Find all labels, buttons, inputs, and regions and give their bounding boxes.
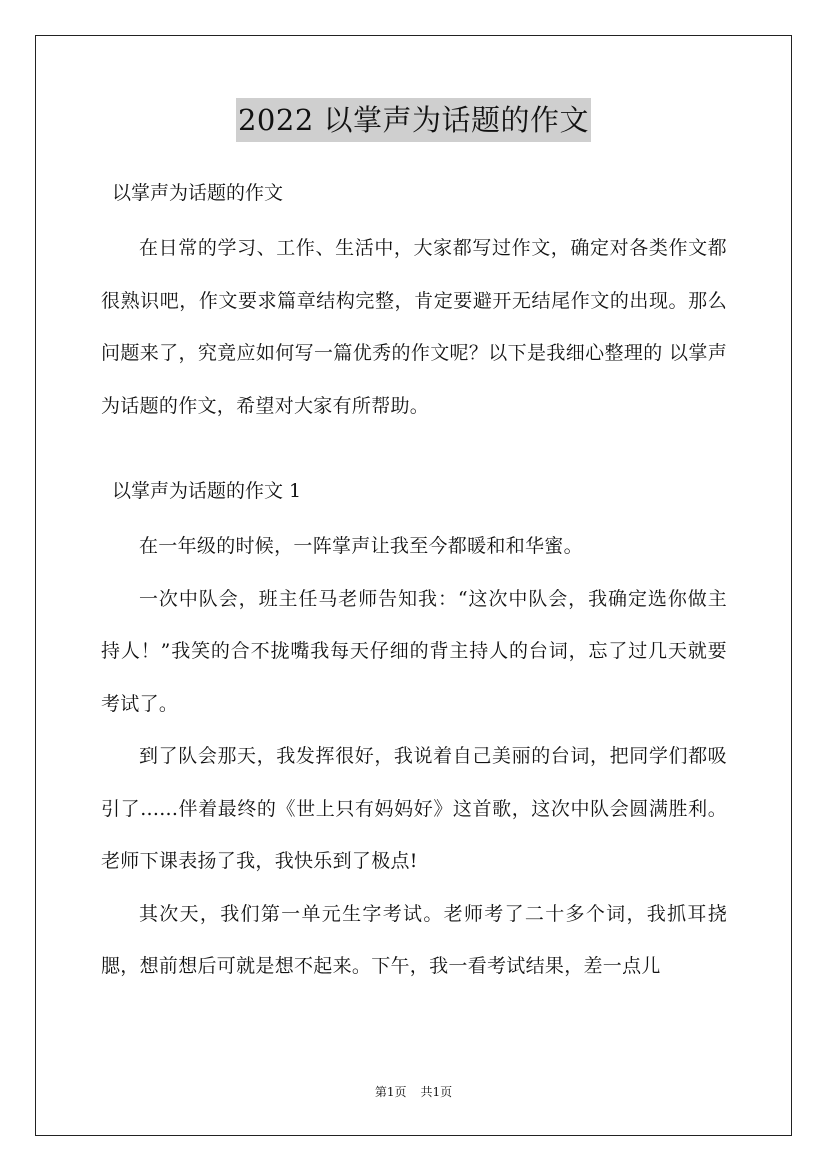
page-number: 第1页 [374,1085,407,1099]
body-paragraph: 在一年级的时候，一阵掌声让我至今都暖和和华蜜。 [139,535,583,557]
page-footer [0,1083,827,1101]
document-title: 2022 以掌声为话题的作文 [236,98,591,142]
body-paragraph: 一次中队会，班主任马老师告知我：“这次中队会，我确定选你做主持人！”我笑的合不拢嘴我每天仔细的背主持人的台词，忘了过几天就要考试了。 [101,587,727,715]
title-container [0,98,827,142]
body-paragraph: 到了队会那天，我发挥很好，我说着自己美丽的台词，把同学们都吸引了......伴着最终的《世上只有妈妈好》这首歌，这次中队会圆满胜利。老师下课表扬了我，我快乐到了极点! [101,745,727,872]
section-heading: 以掌声为话题的作文 1 [112,480,302,502]
intro-paragraph: 在日常的学习、工作、生活中，大家都写过作文，确定对各类作文都很熟识吧，作文要求篇章结构完整，肯定要避开无结尾作文的出现。那么问题来了，究竟应如何写一篇优秀的作文呢？以下是我细心整理的 以掌声为话题的作文，希望对大家有所帮助。 [101,237,727,417]
page-total: 共1页 [420,1085,453,1099]
spacer [101,432,727,468]
body-paragraph: 其次天，我们第一单元生字考试。老师考了二十多个词，我抓耳挠腮，想前想后可就是想不起来。下午，我一看考试结果，差一点儿 [101,902,727,977]
document-subtitle: 以掌声为话题的作文 [112,182,284,204]
document-body [101,170,727,993]
